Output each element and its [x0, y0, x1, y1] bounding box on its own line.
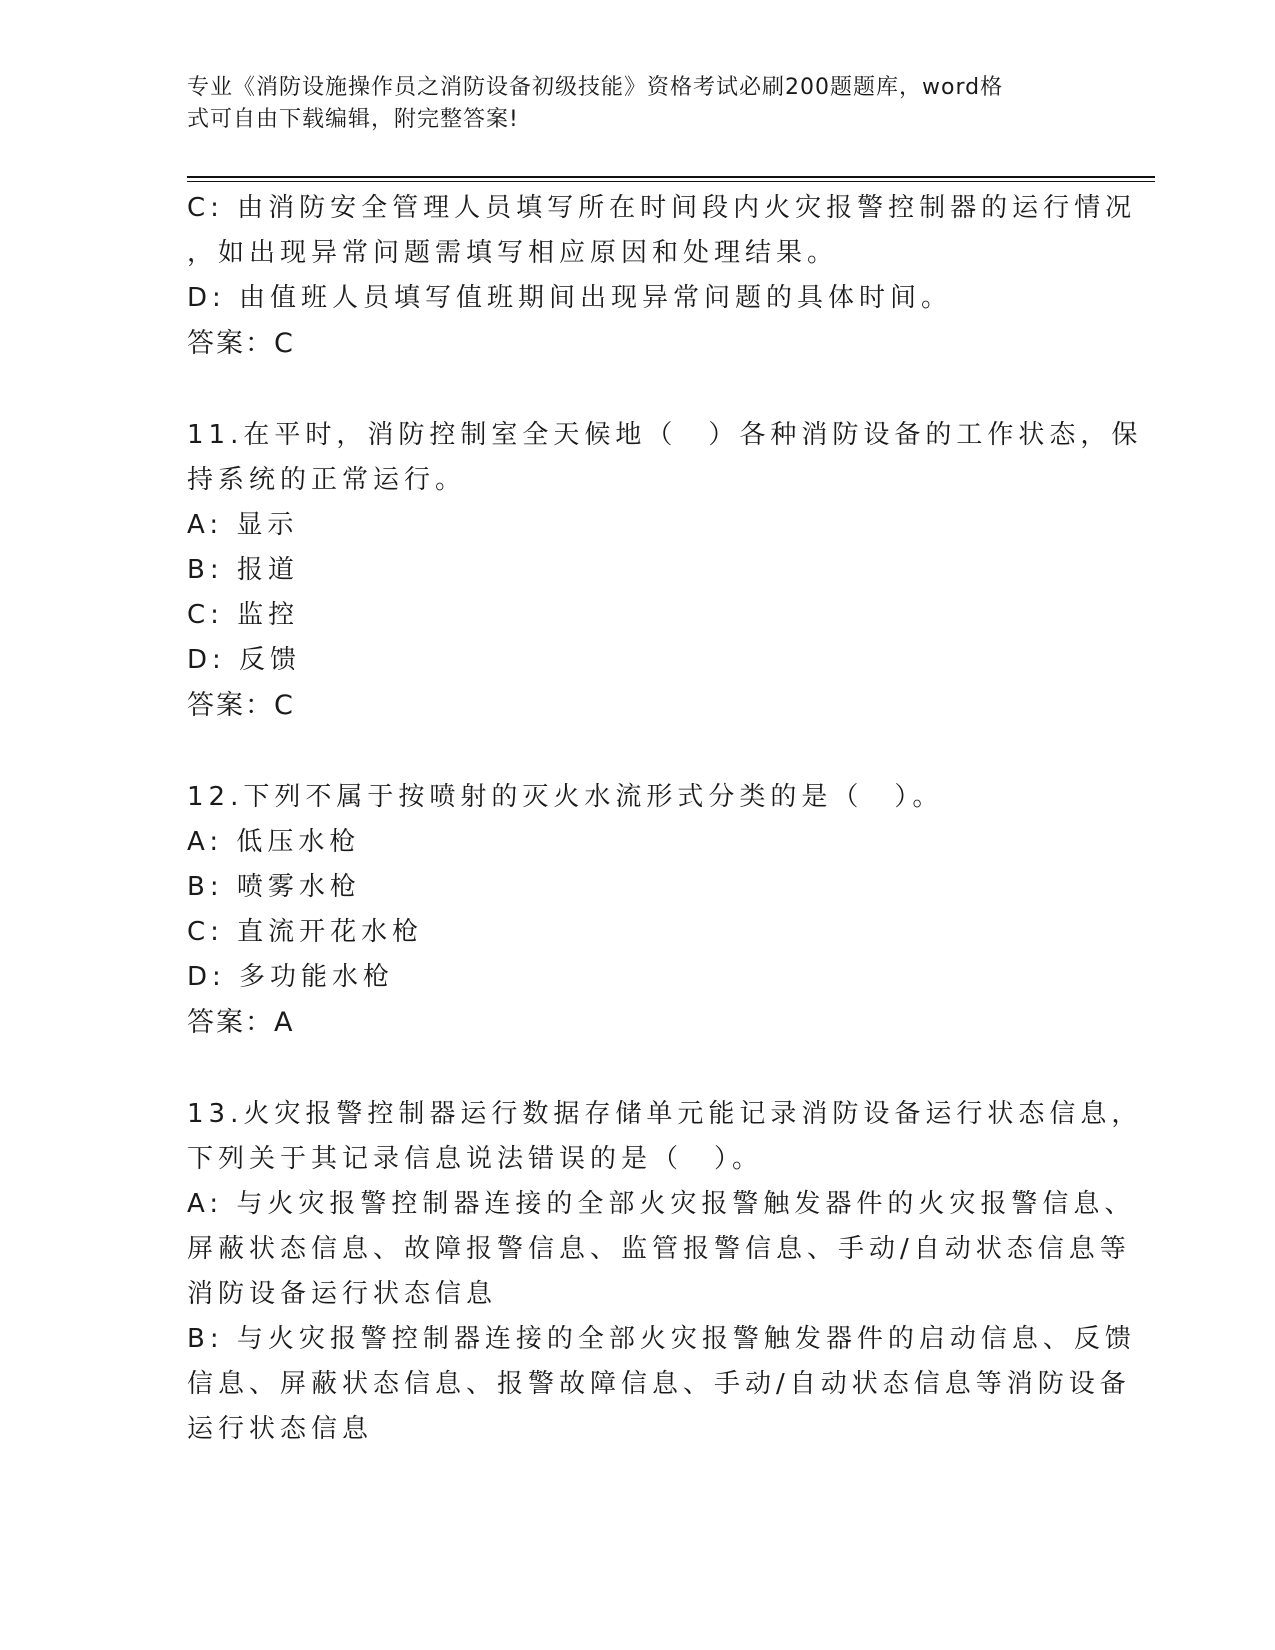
option-a: A: 与火灾报警控制器连接的全部火灾报警触发器件的火灾报警信息、: [187, 1189, 1136, 1219]
question-stem-continued: 下列关于其记录信息说法错误的是（ ）。: [187, 1144, 764, 1174]
question-11: [187, 413, 1143, 728]
header-divider: [187, 176, 1155, 178]
option-a: A: 低压水枪: [187, 827, 361, 857]
option-b: B: 与火灾报警控制器连接的全部火灾报警触发器件的启动信息、反馈: [187, 1324, 1136, 1354]
question-previous: [187, 186, 1137, 366]
option-c: C: 由消防安全管理人员填写所在时间段内火灾报警控制器的运行情况: [187, 193, 1137, 223]
header-line: 专业《消防设施操作员之消防设备初级技能》资格考试必刷200题题库，word格: [187, 75, 1004, 100]
answer: 答案：C: [187, 328, 295, 359]
option-c-continued: ，如出现异常问题需填写相应原因和处理结果。: [187, 238, 839, 268]
option-a-continued: 屏蔽状态信息、故障报警信息、监管报警信息、手动/自动状态信息等: [187, 1234, 1131, 1264]
question-stem-continued: 持系统的正常运行。: [187, 465, 467, 495]
question-list: [187, 186, 1143, 1452]
option-b-continued: 运行状态信息: [187, 1414, 374, 1444]
option-a-continued: 消防设备运行状态信息: [187, 1279, 498, 1309]
option-a: A: 显示: [187, 510, 299, 540]
option-d: D: 由值班人员填写值班期间出现异常问题的具体时间。: [187, 283, 953, 313]
header-divider-thin: [187, 181, 1155, 182]
answer: 答案：A: [187, 1007, 295, 1038]
answer: 答案：C: [187, 690, 295, 721]
header-line: 式可自由下载编辑，附完整答案!: [187, 107, 519, 132]
option-b-continued: 信息、屏蔽状态信息、报警故障信息、手动/自动状态信息等消防设备: [187, 1369, 1131, 1399]
option-d: D: 多功能水枪: [187, 962, 395, 992]
question-stem: 11.在平时，消防控制室全天候地（ ）各种消防设备的工作状态，保: [187, 420, 1143, 450]
question-stem: 13.火灾报警控制器运行数据存储单元能记录消防设备运行状态信息，: [187, 1099, 1143, 1129]
option-d: D: 反馈: [187, 645, 302, 675]
page-header: [187, 72, 1067, 136]
option-c: C: 监控: [187, 600, 300, 630]
question-12: [187, 775, 1087, 1045]
option-c: C: 直流开花水枪: [187, 917, 424, 947]
option-b: B: 报道: [187, 555, 299, 585]
question-13: [187, 1092, 1143, 1452]
option-b: B: 喷雾水枪: [187, 872, 361, 902]
question-stem: 12.下列不属于按喷射的灭火水流形式分类的是（ ）。: [187, 782, 944, 812]
